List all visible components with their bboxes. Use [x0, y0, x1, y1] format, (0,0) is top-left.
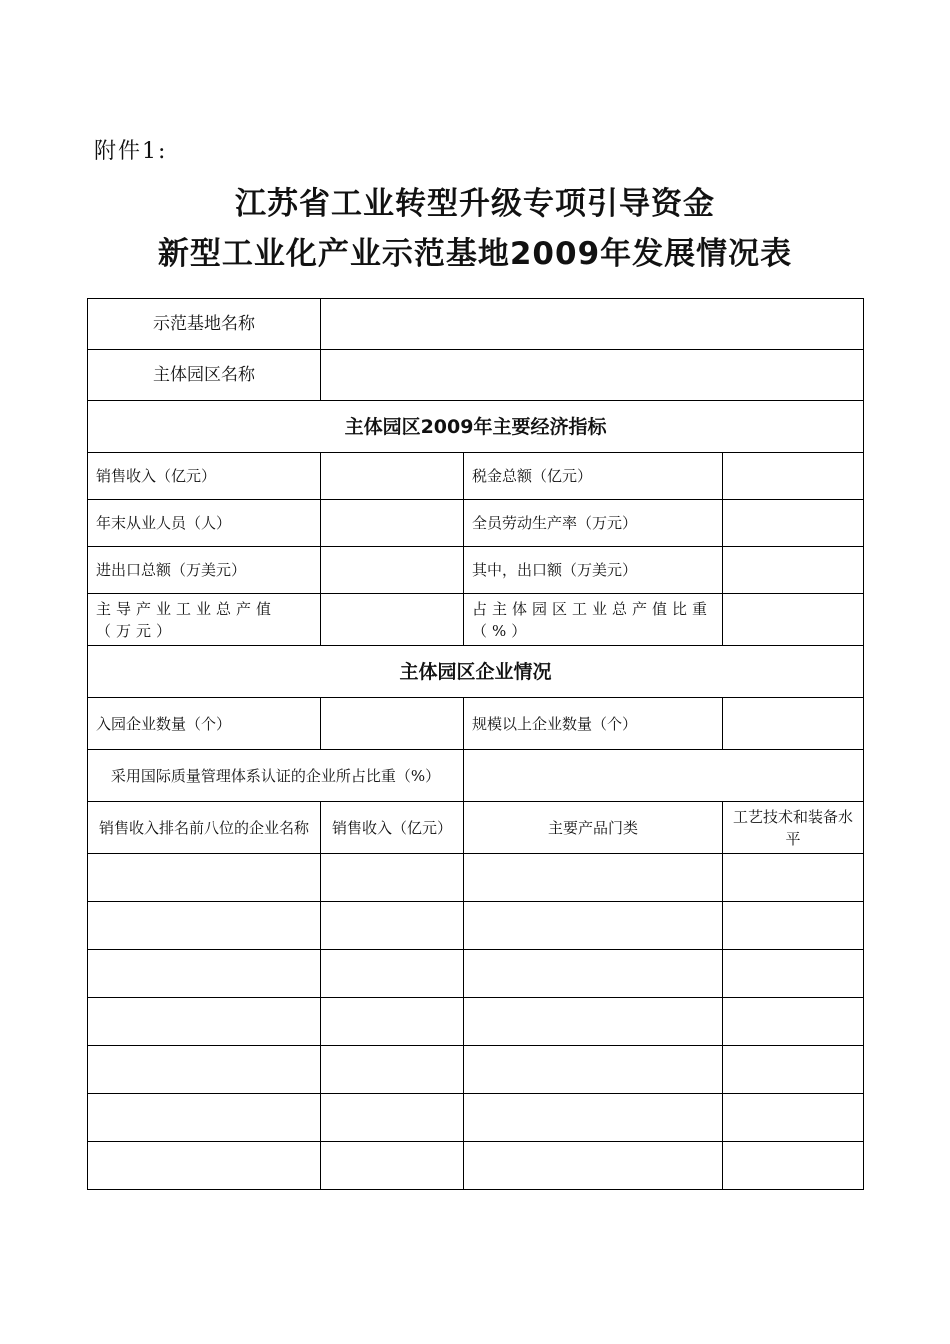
- employees-productivity-row: [88, 500, 864, 547]
- enterprise-products-cell[interactable]: [464, 950, 723, 998]
- iso-ratio-row: [88, 750, 864, 802]
- enterprise-products-cell[interactable]: [464, 854, 723, 902]
- output-ratio-label: 占主体园区工业总产值比重（%）: [464, 594, 723, 646]
- development-status-form: [87, 298, 864, 1190]
- labor-productivity-field[interactable]: [723, 500, 864, 547]
- enterprise-name-cell[interactable]: [88, 998, 321, 1046]
- enterprise-name-cell[interactable]: [88, 1046, 321, 1094]
- base-name-field[interactable]: [321, 299, 864, 350]
- section-enterprise-heading: 主体园区企业情况: [88, 646, 864, 698]
- export-amount-label: 其中，出口额（万美元）: [464, 547, 723, 594]
- enterprise-sales-cell[interactable]: [321, 998, 464, 1046]
- col-header-tech: 工艺技术和装备水平: [723, 802, 864, 854]
- enterprise-name-cell[interactable]: [88, 950, 321, 998]
- enterprise-name-cell[interactable]: [88, 854, 321, 902]
- labor-productivity-label: 全员劳动生产率（万元）: [464, 500, 723, 547]
- document-title-line2: 新型工业化产业示范基地2009年发展情况表: [157, 236, 793, 272]
- enterprise-sales-cell[interactable]: [321, 1142, 464, 1190]
- output-row: [88, 594, 864, 646]
- enterprise-tech-cell[interactable]: [723, 950, 864, 998]
- total-tax-label: 税金总额（亿元）: [464, 453, 723, 500]
- park-name-row: [88, 350, 864, 401]
- enterprise-name-cell[interactable]: [88, 1142, 321, 1190]
- enterprise-count-label: 入园企业数量（个）: [88, 698, 321, 750]
- enterprise-row: [88, 950, 864, 998]
- enterprise-name-cell[interactable]: [88, 1094, 321, 1142]
- enterprise-products-cell[interactable]: [464, 1046, 723, 1094]
- total-tax-field[interactable]: [723, 453, 864, 500]
- leading-output-label: 主导产业工业总产值（万元）: [88, 594, 321, 646]
- park-name-field[interactable]: [321, 350, 864, 401]
- enterprise-row: [88, 902, 864, 950]
- col-header-top8: 销售收入排名前八位的企业名称: [88, 802, 321, 854]
- export-amount-field[interactable]: [723, 547, 864, 594]
- park-name-label: 主体园区名称: [88, 350, 321, 401]
- attachment-label: 附件1:: [94, 139, 168, 164]
- enterprise-count-row: [88, 698, 864, 750]
- enterprise-row: [88, 998, 864, 1046]
- sales-revenue-label: 销售收入（亿元）: [88, 453, 321, 500]
- enterprise-row: [88, 1046, 864, 1094]
- sales-revenue-field[interactable]: [321, 453, 464, 500]
- enterprise-sales-cell[interactable]: [321, 950, 464, 998]
- enterprise-sales-cell[interactable]: [321, 854, 464, 902]
- enterprise-tech-cell[interactable]: [723, 1142, 864, 1190]
- above-scale-count-label: 规模以上企业数量（个）: [464, 698, 723, 750]
- document-title-line1: 江苏省工业转型升级专项引导资金: [235, 186, 715, 222]
- base-name-row: [88, 299, 864, 350]
- enterprise-count-field[interactable]: [321, 698, 464, 750]
- enterprise-tech-cell[interactable]: [723, 902, 864, 950]
- enterprise-products-cell[interactable]: [464, 998, 723, 1046]
- enterprise-row: [88, 854, 864, 902]
- import-export-row: [88, 547, 864, 594]
- col-header-products: 主要产品门类: [464, 802, 723, 854]
- section-economic-row: [88, 401, 864, 453]
- enterprise-name-cell[interactable]: [88, 902, 321, 950]
- leading-output-field[interactable]: [321, 594, 464, 646]
- sales-tax-row: [88, 453, 864, 500]
- enterprise-products-cell[interactable]: [464, 902, 723, 950]
- enterprise-row: [88, 1094, 864, 1142]
- enterprise-sales-cell[interactable]: [321, 1094, 464, 1142]
- enterprise-sales-cell[interactable]: [321, 1046, 464, 1094]
- enterprise-tech-cell[interactable]: [723, 1094, 864, 1142]
- enterprise-row: [88, 1142, 864, 1190]
- section-economic-heading: 主体园区2009年主要经济指标: [88, 401, 864, 453]
- enterprise-products-cell[interactable]: [464, 1094, 723, 1142]
- enterprise-table-header-row: [88, 802, 864, 854]
- enterprise-products-cell[interactable]: [464, 1142, 723, 1190]
- col-header-sales: 销售收入（亿元）: [321, 802, 464, 854]
- enterprise-tech-cell[interactable]: [723, 1046, 864, 1094]
- employees-label: 年末从业人员（人）: [88, 500, 321, 547]
- import-export-label: 进出口总额（万美元）: [88, 547, 321, 594]
- import-export-field[interactable]: [321, 547, 464, 594]
- output-ratio-field[interactable]: [723, 594, 864, 646]
- enterprise-sales-cell[interactable]: [321, 902, 464, 950]
- section-enterprise-row: [88, 646, 864, 698]
- enterprise-tech-cell[interactable]: [723, 998, 864, 1046]
- enterprise-tech-cell[interactable]: [723, 854, 864, 902]
- iso-ratio-label: 采用国际质量管理体系认证的企业所占比重（%）: [88, 750, 464, 802]
- above-scale-count-field[interactable]: [723, 698, 864, 750]
- base-name-label: 示范基地名称: [88, 299, 321, 350]
- employees-field[interactable]: [321, 500, 464, 547]
- iso-ratio-field[interactable]: [464, 750, 864, 802]
